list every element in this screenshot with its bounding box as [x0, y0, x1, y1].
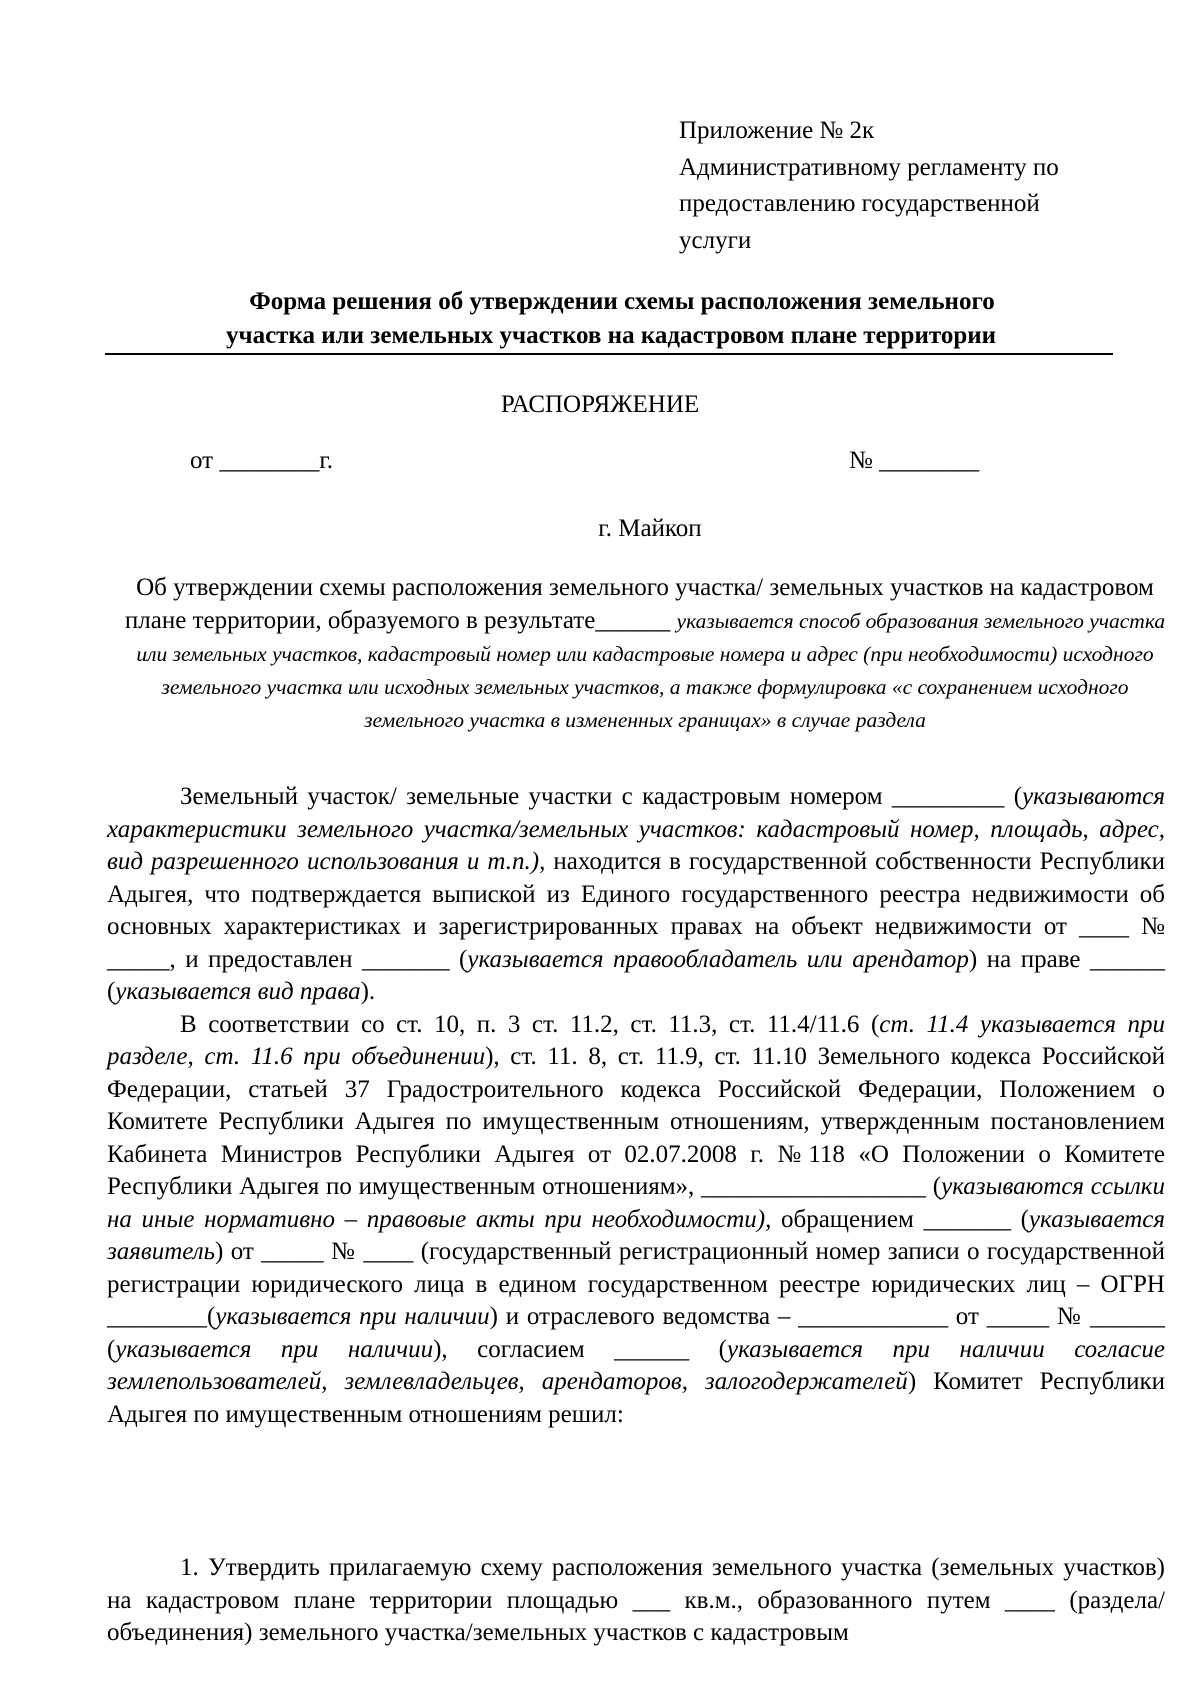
appendix-line: Административному регламенту по: [679, 153, 1059, 181]
italic-note: указывается при наличии: [215, 1303, 490, 1330]
italic-note: указывается вид права: [115, 978, 361, 1005]
date-field: от ________г.: [190, 447, 334, 474]
text-run: ) и отраслевого ведомства – ____________ от _____ № ______ (: [107, 1303, 1165, 1363]
form-title-line1: Форма решения об утверждении схемы расположения земельного: [249, 288, 995, 315]
text-run: ), ст. 11. 8, ст. 11.9, ст. 11.10 Земельного кодекса Российской Федерации, статьей 37 Градостроительного кодекса Российской Федерации, Положением о Комитете Республики Адыгея по имущественным отношениям, утвержденным постановлением Кабинета Министров Республики Адыгея от 02.07.2008 г. №118 «О Положении о Комитете Республики Адыгея по имущественным отношениям», __________________ (: [107, 1043, 1166, 1200]
title-underline: [105, 353, 1113, 355]
city-name: г. Майкоп: [598, 515, 702, 542]
appendix-line: услуги: [679, 226, 752, 254]
italic-note: указываются ссылки на иные нормативно – правовые акты при необходимости),: [107, 1173, 1165, 1233]
body-paragraphs: [107, 781, 1165, 1431]
text-run: Земельный участок/ земельные участки с кадастровым номером _________ (: [180, 783, 1023, 810]
italic-note: указывается правообладатель или арендатор: [467, 945, 969, 973]
text-run: ) Комитет Республики Адыгея по имущественным отношениям решил:: [107, 1368, 1166, 1428]
text-run: ) от _____ № ____ (государственный регистрационный номер записи о государственной регистрации юридического лица в едином государственном реестре юридических лиц – ОГРН ________(: [107, 1238, 1165, 1330]
italic-note: указывается заявитель: [107, 1205, 1165, 1265]
text-run: ), согласием ______ (: [433, 1335, 727, 1363]
number-field: № ________: [849, 447, 980, 474]
italic-note: указывается при наличии согласие землепользователей, землевладельцев, арендаторов, залогодержателей: [107, 1335, 1165, 1395]
text-run: ) на праве ______ (: [107, 945, 1165, 1005]
text-run: ).: [360, 978, 376, 1005]
paragraph-approve-scheme: 1. Утвердить прилагаемую схему расположения земельного участка (земельных участков) на кадастровом плане территории площадью ___ кв.м., образованного путем ____ (раздела/объединения) земельного участка/земельных участков с кадастровым: [107, 1554, 1165, 1646]
appendix-line: предоставлению государственной: [679, 190, 1040, 217]
appendix-header: [679, 113, 1059, 259]
text-run: находится в государственной собственности Республики Адыгея, что подтверждается выпиской из Единого государственного реестра недвижимости об основных характеристиках и зарегистрированных правах на объект недвижимости от ____ № _____, и предоставлен _______ (: [107, 848, 1165, 973]
subject-note: указывается способ образования земельного участка или земельных участков, кадастровый номер или кадастровые номера и адрес (при необходимости) исходного земельного участка или исходных земельных участков, а также формулировка «с сохранением исходного земельного участка в измененных границах» в случае раздела: [136, 609, 1166, 732]
text-run: В соответствии со ст. 10, п. 3 ст. 11.2, ст. 11.3, ст. 11.4/11.6 (: [180, 1010, 880, 1038]
paragraph-land-plot: [107, 781, 1165, 1009]
italic-note: указывается при наличии: [115, 1335, 434, 1363]
italic-note: указываются характеристики земельного участка/земельных участков: кадастровый номер, площадь, адрес, вид разрешенного использования и т.п.),: [107, 783, 1165, 875]
text-run: обращением _______ (: [771, 1205, 1029, 1233]
order-subject: [120, 571, 1170, 736]
appendix-line: Приложение № 2к: [679, 117, 875, 144]
form-title-line2: участка или земельных участков на кадастровом плане территории: [225, 322, 997, 349]
paragraph-legal-basis: [107, 1009, 1165, 1432]
order-title: РАСПОРЯЖЕНИЕ: [500, 391, 700, 418]
italic-note: ст. 11.4 указывается при разделе, ст. 11.6 при объединении: [107, 1010, 1165, 1070]
subject-text: Об утверждении схемы расположения земельного участка/ земельных участков на кадастровом плане территории, образуемого в результате______: [124, 574, 1154, 634]
form-title: [107, 285, 1115, 353]
decision-item: [107, 1552, 1165, 1650]
